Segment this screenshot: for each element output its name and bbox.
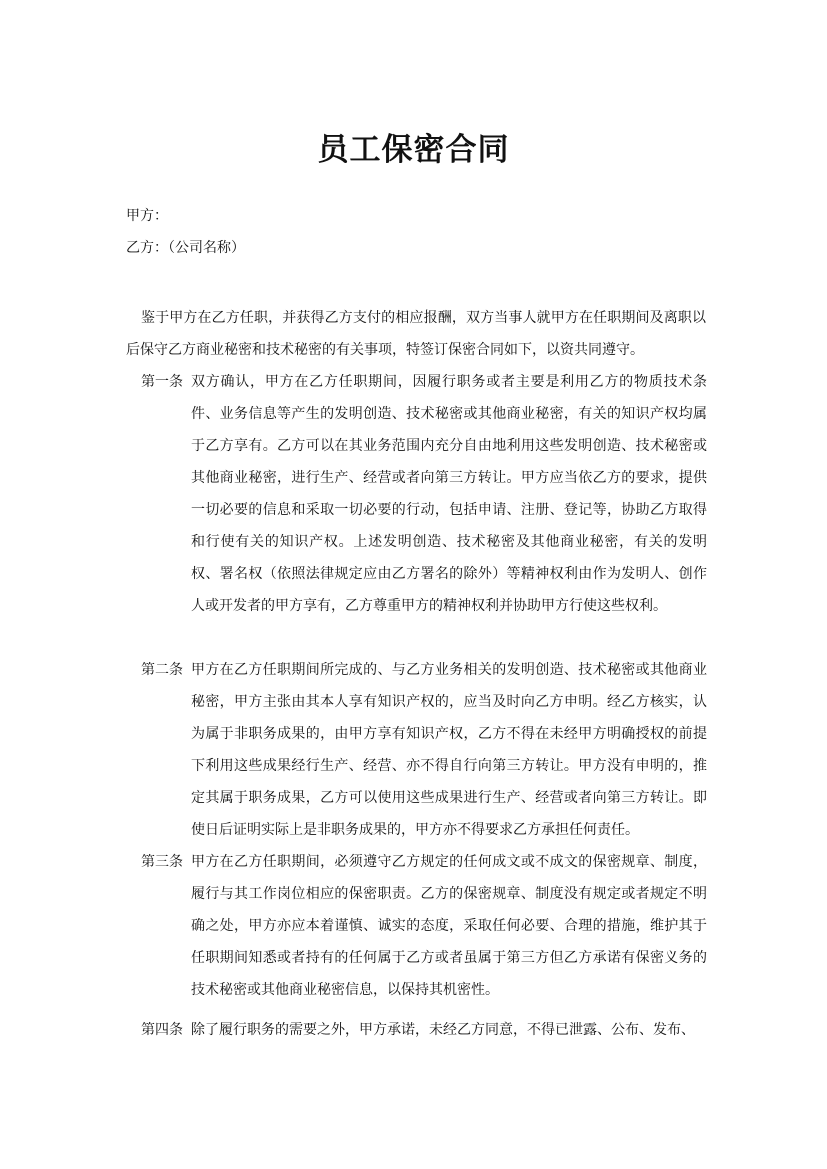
clause-1 (141, 366, 711, 654)
clause-3-text: 甲方在乙方任职期间，必须遵守乙方规定的任何成文或不成文的保密规章、制度，履行与其工作岗位相应的保密职责。乙方的保密规章、制度没有规定或者规定不明确之处，甲方亦应本着谨慎、诚实的态度，采取任何必要、合理的措施，维护其于任职期间知悉或者持有的任何属于乙方或者虽属于第三方但乙方承诺有保密义务的技术秘密或其他商业秘密信息，以保持其机密性。 (191, 854, 707, 998)
clause-4 (141, 1014, 711, 1046)
clause-2 (141, 654, 711, 846)
clause-1-label: 第一条 (141, 374, 183, 390)
clause-1-text: 双方确认，甲方在乙方任职期间，因履行职务或者主要是利用乙方的物质技术条件、业务信息等产生的发明创造、技术秘密或其他商业秘密，有关的知识产权均属于乙方享有。乙方可以在其业务范围内充分自由地利用这些发明创造、技术秘密或其他商业秘密，进行生产、经营或者向第三方转让。甲方应当依乙方的要求，提供一切必要的信息和采取一切必要的行动，包括申请、注册、登记等，协助乙方取得和行使有关的知识产权。上述发明创造、技术秘密及其他商业秘密，有关的发明权、署名权（依照法律规定应由乙方署名的除外）等精神权利由作为发明人、创作人或开发者的甲方享有，乙方尊重甲方的精神权利并协助甲方行使这些权利。 (191, 374, 707, 614)
document-title: 员工保密合同 (317, 132, 510, 168)
party-a-line: 甲方： (126, 208, 168, 224)
clause-4-text: 除了履行职务的需要之外，甲方承诺，未经乙方同意，不得已泄露、公布、发布、 (191, 1022, 695, 1038)
clause-4-label: 第四条 (141, 1022, 183, 1038)
party-b-line: 乙方：（公司名称） (126, 240, 245, 256)
clause-3-label: 第三条 (141, 854, 183, 870)
clause-2-text: 甲方在乙方任职期间所完成的、与乙方业务相关的发明创造、技术秘密或其他商业秘密，甲方主张由其本人享有知识产权的，应当及时向乙方申明。经乙方核实，认为属于非职务成果的，由甲方享有知识产权，乙方不得在未经甲方明确授权的前提下利用这些成果经行生产、经营、亦不得自行向第三方转让。甲方没有申明的，推定其属于职务成果，乙方可以使用这些成果进行生产、经营或者向第三方转让。即使日后证明实际上是非职务成果的，甲方亦不得要求乙方承担任何责任。 (191, 662, 707, 838)
clause-3 (141, 846, 711, 1006)
intro-paragraph: 鉴于甲方在乙方任职，并获得乙方支付的相应报酬，双方当事人就甲方在任职期间及离职以后保守乙方商业秘密和技术秘密的有关事项，特签订保密合同如下，以资共同遵守。 (126, 310, 706, 358)
clause-2-label: 第二条 (141, 662, 183, 678)
